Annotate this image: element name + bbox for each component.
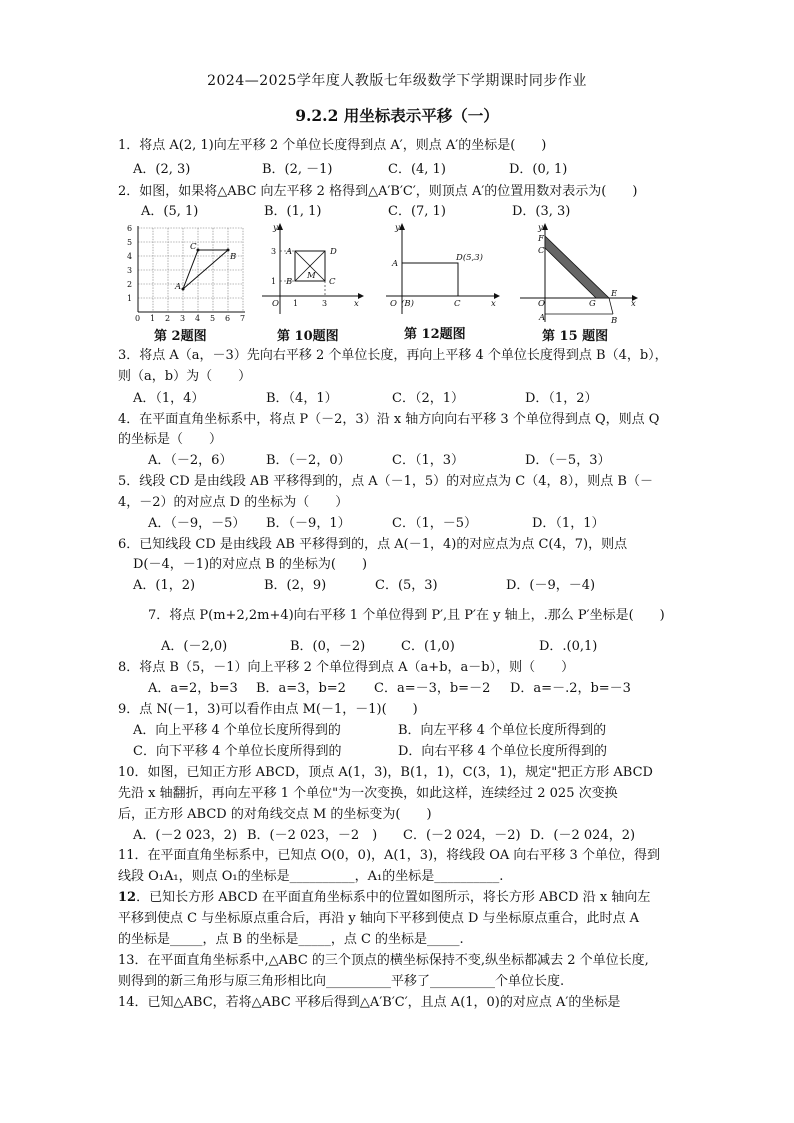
f2-label-a: A [175, 282, 182, 292]
q8-option-c: C．a=－3，b=－2 [374, 681, 491, 696]
f10-label-b: B [286, 277, 293, 287]
f15-axis-y: y [538, 223, 543, 233]
f2-ytick-3: 3 [127, 266, 133, 275]
q6-stem-line2: D(－4，－1)的对应点 B 的坐标为( ) [133, 557, 368, 572]
q10-option-a: A．(－2 023，2) [133, 828, 238, 843]
f2-ytick-1: 1 [127, 294, 133, 303]
q5-stem-line2: 4，－2）的对应点 D 的坐标为（ ） [118, 495, 349, 510]
q10-stem-line3: 后，正方形 ABCD 的对角线交点 M 的坐标变为( ) [118, 807, 432, 822]
q12-stem-line3: 的坐标是_____，点 B 的坐标是_____，点 C 的坐标是_____. [118, 932, 464, 947]
q1-option-b: B．(2, －1) [262, 162, 333, 177]
q5-option-c: C．（1，－5） [392, 516, 477, 531]
f15-label-c: C [538, 246, 545, 256]
f10-axis-x: x [354, 299, 359, 309]
figure-q10-square [258, 222, 364, 322]
f12-origin-b: (B) [401, 299, 414, 309]
f15-label-b: B [611, 316, 618, 326]
q8-stem: 8．将点 B（5，－1）向上平移 2 个单位得到点 A（a+b，a－b），则（ ） [118, 660, 575, 675]
f10-xtick-3: 3 [322, 299, 328, 308]
q4-option-d: D．（－5，3） [525, 453, 611, 468]
f2-xtick-4: 4 [195, 314, 201, 322]
f12-label-a: A [392, 259, 399, 269]
f15-label-a: A [539, 313, 546, 323]
q5-option-b: B．（－9，1） [266, 516, 351, 531]
q13-stem-line2: 则得到的新三角形与原三角形相比向__________平移了__________个单位长度. [118, 974, 565, 989]
q6-option-c: C．(5，3) [375, 578, 438, 593]
figure-q12-rectangle [380, 222, 502, 322]
f2-xtick-1: 1 [150, 314, 156, 322]
q6-option-a: A．(1，2) [133, 578, 196, 593]
q4-stem-line1: 4．在平面直角坐标系中，将点 P（－2，3）沿 x 轴方向向右平移 3 个单位得到点 Q，则点 Q [118, 412, 660, 427]
q7-option-c: C．(1,0) [401, 639, 455, 654]
q2-stem: 2．如图，如果将△ABC 向左平移 2 格得到△A′B′C′，则顶点 A′的位置用数对表示为( ) [118, 184, 638, 199]
f15-origin: O [538, 299, 545, 309]
q12-number: 12 [118, 890, 137, 905]
q11-stem-line2: 线段 O₁A₁，则点 O₁的坐标是__________，A₁的坐标是__________. [118, 869, 504, 884]
q7-option-a: A．(－2,0) [161, 639, 228, 654]
q12-stem-line2: 平移到使点 C 与坐标原点重合后，再沿 y 轴向下平移到使点 D 与坐标原点重合，此时点 A [118, 911, 640, 926]
q3-option-b: B．（4，1） [266, 391, 338, 406]
q7-option-b: B．(0，－2) [290, 639, 366, 654]
lesson-title: 9.2.2 用坐标表示平移（一） [295, 106, 499, 125]
q1-option-d: D．(0, 1) [509, 162, 568, 177]
f2-xtick-7: 7 [240, 314, 246, 322]
f2-xtick-0: 0 [135, 314, 141, 322]
q1-option-c: C．(4, 1) [388, 162, 446, 177]
q8-option-d: D．a=－.2，b=－3 [510, 681, 631, 696]
f10-label-d: D [330, 247, 337, 257]
q3-option-d: D．（1，2） [525, 391, 598, 406]
q9-stem: 9．点 N(－1，3)可以看作由点 M(－1，－1)( ) [118, 702, 418, 717]
figure-q2-grid [124, 222, 250, 322]
q8-option-a: A．a=2，b=3 [148, 681, 238, 696]
q2-option-a: A．(5, 1) [141, 204, 199, 219]
q2-option-b: B．(1, 1) [264, 204, 322, 219]
q4-stem-line2: 的坐标是（ ） [118, 432, 223, 447]
q2-option-d: D．(3, 3) [512, 204, 571, 219]
f2-label-c: C [190, 242, 197, 252]
f10-ytick-1: 1 [271, 277, 277, 286]
q6-stem-line1: 6．已知线段 CD 是由线段 AB 平移得到的，点 A(－1，4)的对应点为点 C(4，7)，则点 [118, 537, 628, 552]
f10-label-m: M [307, 271, 316, 281]
q8-option-b: B．a=3，b=2 [256, 681, 346, 696]
q5-option-a: A．（－9，－5） [148, 516, 246, 531]
q10-option-b: B．(－2 023，－2 ) [247, 828, 378, 843]
f10-origin: O [272, 299, 279, 309]
rectangle-abcd [402, 263, 458, 296]
q10-option-d: D．(－2 024，2) [530, 828, 636, 843]
f2-ytick-2: 2 [127, 280, 133, 289]
f12-axis-y: y [395, 223, 400, 233]
f15-label-e: E [611, 289, 618, 299]
q4-option-b: B．（－2，0） [266, 453, 351, 468]
f15-label-g: G [589, 299, 596, 309]
f2-xtick-2: 2 [165, 314, 171, 322]
shaded-strip [545, 236, 609, 298]
q3-option-a: A．（1，4） [133, 391, 205, 406]
q7-stem: 7．将点 P(m+2,2m+4)向右平移 1 个单位得到 P′,且 P′在 y 轴上，.那么 P′坐标是( ) [148, 608, 665, 623]
q4-option-c: C．（1，3） [392, 453, 464, 468]
caption-figure-12: 第 12题图 [404, 327, 466, 342]
q12-stem-text: ．已知长方形 ABCD 在平面直角坐标系中的位置如图所示，将长方形 ABCD 沿 x 轴向左 [136, 890, 651, 905]
q5-option-d: D．（1，1） [532, 516, 605, 531]
q4-option-a: A．（－2，6） [148, 453, 233, 468]
q3-stem-line2: 则（a，b）为（ ） [118, 369, 252, 384]
q3-stem-line1: 3．将点 A（a，－3）先向右平移 2 个单位长度，再向上平移 4 个单位长度得到点 B（4，b）， [118, 348, 668, 363]
f12-label-c: C [454, 299, 461, 309]
f10-ytick-3: 3 [271, 247, 277, 256]
q10-stem-line1: 10．如图，已知正方形 ABCD，顶点 A(1，3)，B(1，1)，C(3，1)，规定"把正方形 ABCD [118, 765, 653, 780]
f2-xtick-3: 3 [180, 314, 186, 322]
f10-xtick-1: 1 [293, 299, 299, 308]
f2-label-b: B [230, 252, 237, 262]
caption-figure-10: 第 10题图 [277, 329, 339, 344]
f2-ytick-6: 6 [127, 224, 133, 233]
q14-stem: 14．已知△ABC，若将△ABC 平移后得到△A′B′C′，且点 A(1，0)的对应点 A′的坐标是 [118, 995, 621, 1010]
q2-option-c: C．(7, 1) [388, 204, 446, 219]
f2-ytick-4: 4 [127, 252, 133, 261]
q1-stem: 1．将点 A(2, 1)向左平移 2 个单位长度得到点 A′，则点 A′的坐标是( ) [118, 138, 547, 153]
q6-option-d: D．(－9，－4) [506, 578, 596, 593]
q11-stem-line1: 11．在平面直角坐标系中，已知点 O(0，0)，A(1，3)，将线段 OA 向右平移 3 个单位，得到 [118, 848, 660, 863]
f2-ytick-5: 5 [127, 238, 133, 247]
q9-option-a: A．向上平移 4 个单位长度所得到的 [133, 723, 341, 738]
q12-stem-line1 [118, 889, 650, 907]
q7-option-d: D．.(0,1) [539, 639, 598, 654]
worksheet-header: 2024—2025学年度人教版七年级数学下学期课时同步作业 [207, 73, 587, 89]
f15-axis-x: x [631, 299, 636, 309]
q3-option-c: C．（2，1） [392, 391, 464, 406]
q9-option-c: C．向下平移 4 个单位长度所得到的 [133, 744, 342, 759]
f2-xtick-6: 6 [225, 314, 231, 322]
q9-option-b: B．向左平移 4 个单位长度所得到的 [398, 723, 607, 738]
q6-option-b: B．(2，9) [264, 578, 327, 593]
f10-label-c: C [329, 277, 336, 287]
f10-label-a: A [286, 247, 293, 257]
caption-figure-15: 第 15 题图 [542, 329, 609, 344]
q10-option-c: C．(－2 024，－2) [403, 828, 521, 843]
f15-label-f: F [538, 234, 544, 244]
f2-xtick-5: 5 [210, 314, 216, 322]
f12-label-d: D(5,3) [456, 253, 483, 263]
q1-option-a: A．(2, 3) [133, 162, 191, 177]
figure-q15-strip [512, 222, 642, 326]
q9-option-d: D．向右平移 4 个单位长度所得到的 [398, 744, 607, 759]
q5-stem-line1: 5．线段 CD 是由线段 AB 平移得到的，点 A（－1，5）的对应点为 C（4，8），则点 B（－ [118, 474, 653, 489]
f12-origin: O [390, 299, 397, 309]
caption-figure-2: 第 2题图 [154, 329, 207, 344]
q10-stem-line2: 先沿 x 轴翻折，再向左平移 1 个单位"为一次变换，如此这样，连续经过 2 025 次变换 [118, 786, 618, 801]
f12-axis-x: x [491, 299, 496, 309]
f10-axis-y: y [273, 223, 278, 233]
q13-stem-line1: 13．在平面直角坐标系中,△ABC 的三个顶点的横坐标保持不变,纵坐标都减去 2 个单位长度, [118, 953, 649, 968]
